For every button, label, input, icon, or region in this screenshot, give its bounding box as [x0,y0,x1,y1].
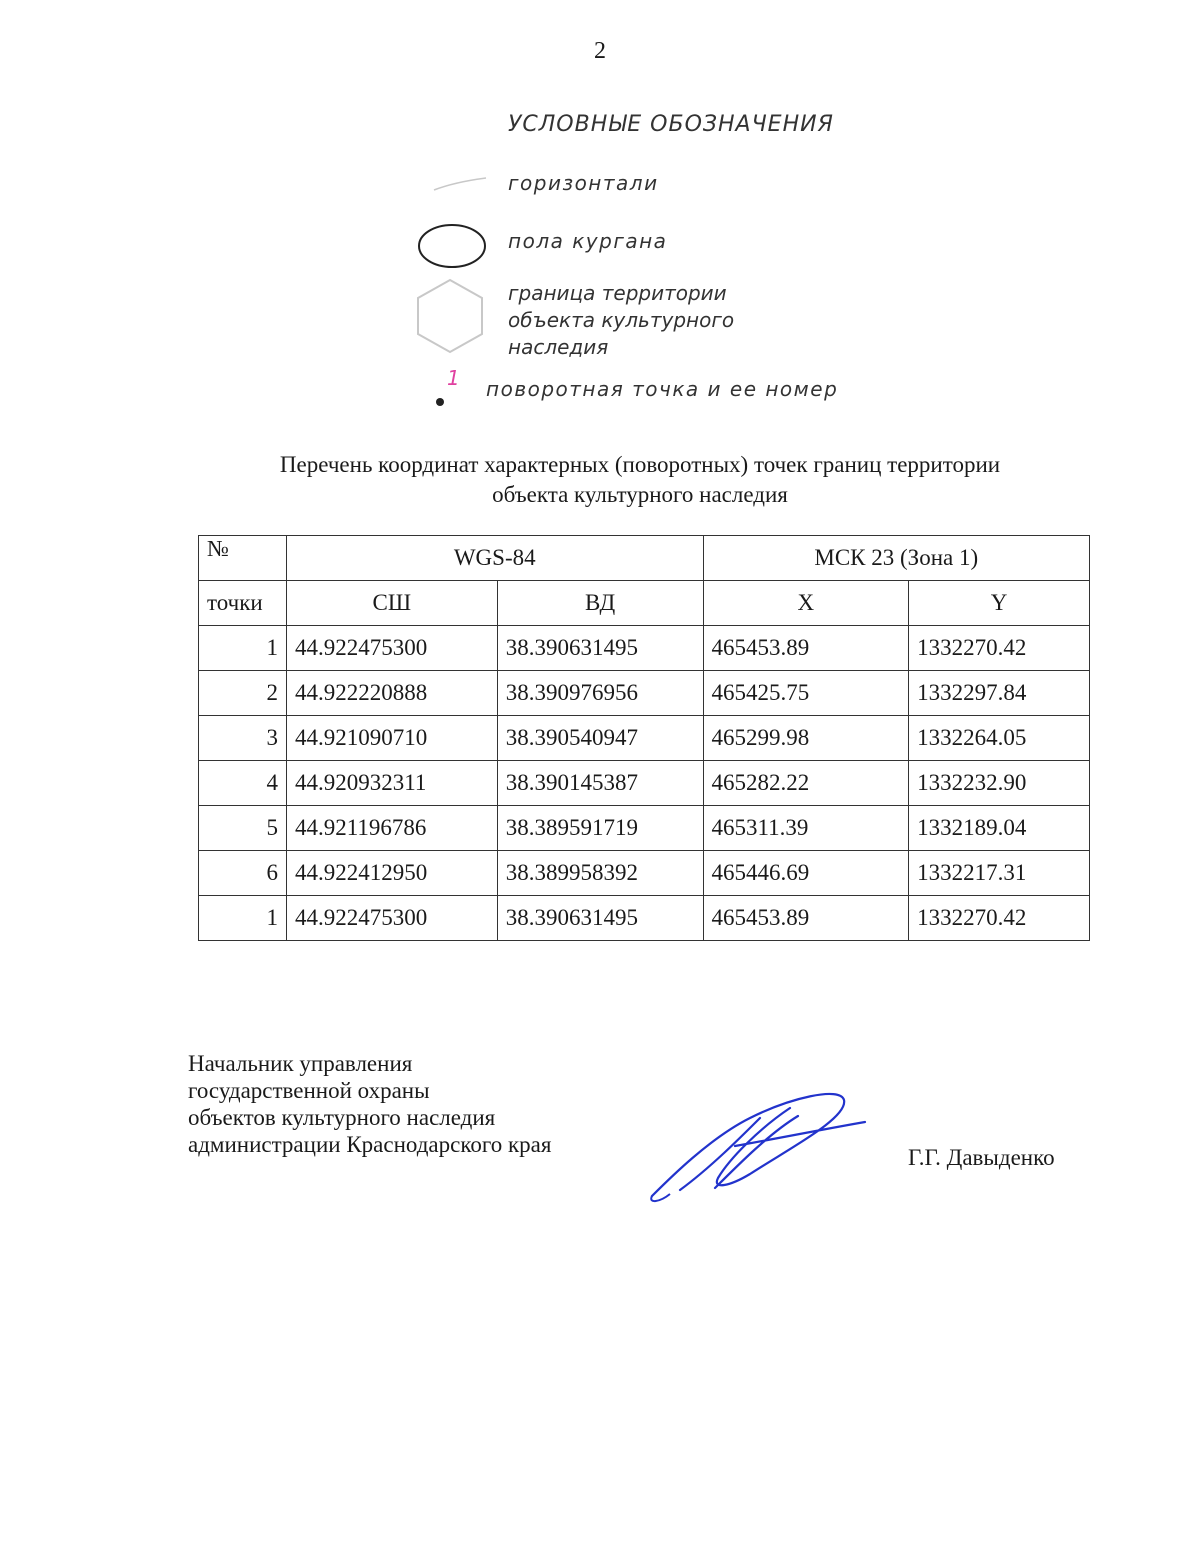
coordinates-list-title [0,450,1200,510]
cell-y: 1332270.42 [909,626,1090,671]
turning-point-dot [436,398,444,406]
cell-longitude: 38.389591719 [497,806,703,851]
cell-longitude: 38.390145387 [497,761,703,806]
cell-longitude: 38.390631495 [497,626,703,671]
cell-y: 1332297.84 [909,671,1090,716]
header-x: X [703,581,909,626]
cell-y: 1332217.31 [909,851,1090,896]
handwritten-signature [640,1078,870,1210]
table-row [199,896,1090,941]
table-row [199,671,1090,716]
table-row [199,806,1090,851]
cell-y: 1332270.42 [909,896,1090,941]
legend-boundary-line-3: наследия [508,335,609,359]
cell-y: 1332189.04 [909,806,1090,851]
position-line-3: объектов культурного наследия [188,1105,496,1130]
position-line-2: государственной охраны [188,1078,430,1103]
cell-longitude: 38.389958392 [497,851,703,896]
table-row [199,761,1090,806]
cell-latitude: 44.921090710 [286,716,497,761]
cell-point-number: 6 [199,851,287,896]
cell-latitude: 44.920932311 [286,761,497,806]
cell-x: 465453.89 [703,626,909,671]
cell-longitude: 38.390631495 [497,896,703,941]
cell-x: 465282.22 [703,761,909,806]
cell-latitude: 44.922412950 [286,851,497,896]
cell-y: 1332232.90 [909,761,1090,806]
cell-x: 465311.39 [703,806,909,851]
position-line-1: Начальник управления [188,1051,413,1076]
cell-latitude: 44.922220888 [286,671,497,716]
cell-longitude: 38.390976956 [497,671,703,716]
header-latitude: СШ [286,581,497,626]
cell-x: 465425.75 [703,671,909,716]
header-point: точки [199,581,287,626]
hexagon-boundary-icon [410,276,490,358]
cell-x: 465446.69 [703,851,909,896]
cell-point-number: 5 [199,806,287,851]
turning-point-icon [432,366,472,412]
legend-label-turning-point: поворотная точка и ее номер [486,377,839,401]
turning-point-number: 1 [447,366,460,390]
coordinates-table [198,535,1090,941]
signatory-position [188,1050,551,1158]
legend-label-contours: горизонтали [508,171,659,195]
header-number: № [199,536,287,581]
header-wgs84: WGS-84 [286,536,703,581]
table-row [199,626,1090,671]
cell-latitude: 44.922475300 [286,896,497,941]
cell-y: 1332264.05 [909,716,1090,761]
table-row [199,851,1090,896]
table-header-row-2 [199,581,1090,626]
page-number: 2 [594,38,606,64]
list-title-line-1: Перечень координат характерных (поворотных) точек границ территории [279,452,1001,477]
cell-x: 465453.89 [703,896,909,941]
legend-boundary-line-2: объекта культурного [508,308,735,332]
cell-longitude: 38.390540947 [497,716,703,761]
legend-title: УСЛОВНЫЕ ОБОЗНАЧЕНИЯ [508,112,834,137]
table-row [199,716,1090,761]
cell-latitude: 44.921196786 [286,806,497,851]
cell-point-number: 4 [199,761,287,806]
legend-boundary-line-1: граница территории [508,281,727,305]
mound-ellipse-icon [414,220,490,272]
cell-latitude: 44.922475300 [286,626,497,671]
cell-point-number: 1 [199,896,287,941]
cell-point-number: 2 [199,671,287,716]
cell-point-number: 3 [199,716,287,761]
header-y: Y [909,581,1090,626]
signer-name: Г.Г. Давыденко [908,1145,1055,1170]
header-msk23: МСК 23 (Зона 1) [703,536,1090,581]
legend-label-mound: пола кургана [508,229,668,253]
cell-x: 465299.98 [703,716,909,761]
header-longitude: ВД [497,581,703,626]
list-title-line-2: объекта культурного наследия [492,482,788,507]
cell-point-number: 1 [199,626,287,671]
contour-line-icon [430,172,490,196]
position-line-4: администрации Краснодарского края [188,1132,552,1157]
legend-label-boundary [508,280,734,361]
table-header-row-1 [199,536,1090,581]
